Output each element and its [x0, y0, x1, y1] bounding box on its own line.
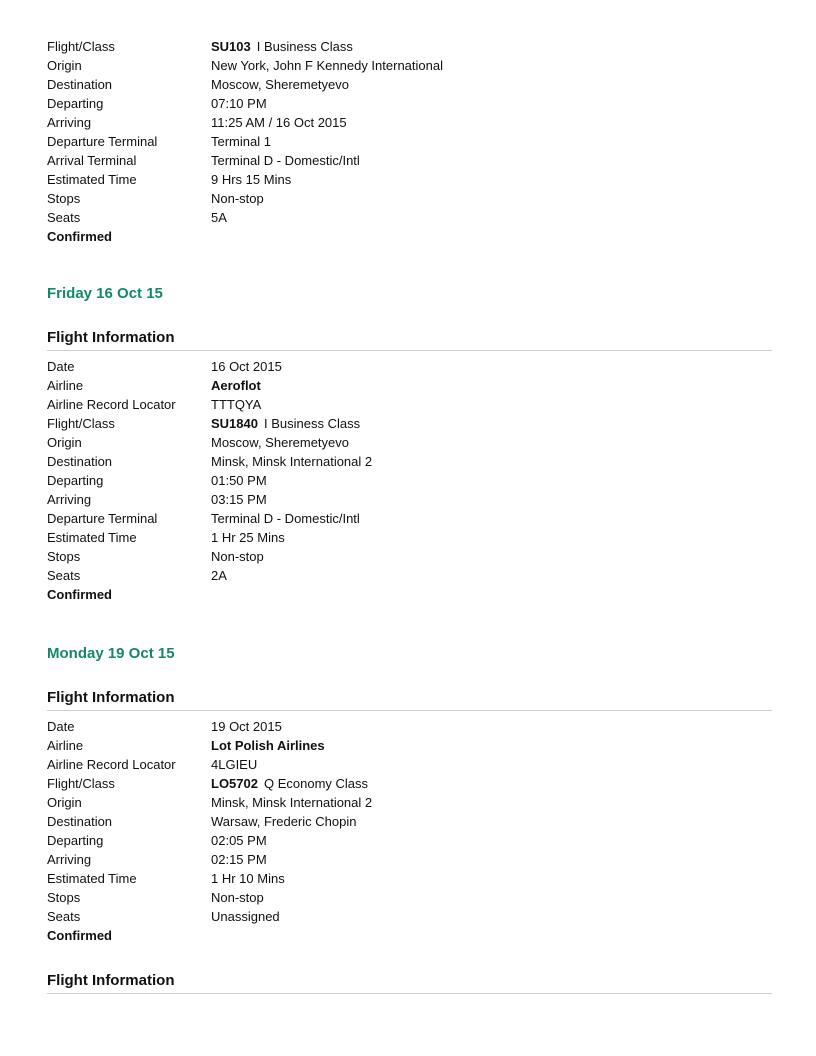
- field-value: 16 Oct 2015: [211, 359, 282, 374]
- field-label: Departing: [47, 473, 104, 488]
- date-row: [47, 357, 772, 376]
- field-label: Date: [47, 359, 75, 374]
- field-value: Terminal D - Domestic/Intl: [211, 511, 360, 526]
- field-label: Departing: [47, 96, 104, 111]
- booking-status: Confirmed: [47, 229, 112, 244]
- departure-terminal-row: [47, 132, 772, 151]
- field-label: Destination: [47, 814, 113, 829]
- flight-class-row: [47, 414, 772, 433]
- departing-row: [47, 831, 772, 850]
- field-value: Unassigned: [211, 909, 280, 924]
- destination-row: [47, 75, 772, 94]
- class-of-service: Q Economy Class: [263, 776, 369, 791]
- field-label: Arriving: [47, 492, 92, 507]
- airline-name: Lot Polish Airlines: [211, 738, 325, 753]
- flight-segment-su1840: [47, 357, 772, 604]
- field-label: Airline: [47, 378, 84, 393]
- field-value: 1 Hr 10 Mins: [211, 871, 285, 886]
- field-label: Airline Record Locator: [47, 397, 176, 412]
- field-label: Origin: [47, 795, 82, 810]
- field-label: Stops: [47, 549, 81, 564]
- field-label: Origin: [47, 435, 82, 450]
- field-label: Arriving: [47, 115, 92, 130]
- booking-status: Confirmed: [47, 587, 112, 602]
- field-value: 02:05 PM: [211, 833, 267, 848]
- date-row: [47, 717, 772, 736]
- estimated-time-row: [47, 170, 772, 189]
- stops-row: [47, 189, 772, 208]
- field-label: Estimated Time: [47, 172, 137, 187]
- section-title: Flight Information: [47, 971, 772, 994]
- arriving-row: [47, 490, 772, 509]
- field-value: Terminal D - Domestic/Intl: [211, 153, 360, 168]
- field-value: 9 Hrs 15 Mins: [211, 172, 292, 187]
- seats-row: [47, 208, 772, 227]
- field-label: Date: [47, 719, 75, 734]
- field-value: Minsk, Minsk International 2: [211, 795, 373, 810]
- field-label: Origin: [47, 58, 82, 73]
- flight-number: SU103: [211, 39, 251, 54]
- field-label: Destination: [47, 454, 113, 469]
- field-value: 4LGIEU: [211, 757, 258, 772]
- flight-class-row: [47, 37, 772, 56]
- itinerary-page: [47, 37, 772, 994]
- flight-segment-su103: [47, 37, 772, 246]
- field-value: Minsk, Minsk International 2: [211, 454, 373, 469]
- field-label: Airline Record Locator: [47, 757, 176, 772]
- field-value: Non-stop: [211, 549, 264, 564]
- field-label: Stops: [47, 890, 81, 905]
- field-label: Seats: [47, 909, 81, 924]
- field-label: Estimated Time: [47, 530, 137, 545]
- destination-row: [47, 812, 772, 831]
- origin-row: [47, 433, 772, 452]
- field-label: Stops: [47, 191, 81, 206]
- field-value: TTTQYA: [211, 397, 262, 412]
- stops-row: [47, 888, 772, 907]
- field-label: Airline: [47, 738, 84, 753]
- field-value: New York, John F Kennedy International: [211, 58, 443, 73]
- field-value: 1 Hr 25 Mins: [211, 530, 285, 545]
- field-value: 11:25 AM / 16 Oct 2015: [211, 115, 347, 130]
- field-value: Warsaw, Frederic Chopin: [211, 814, 357, 829]
- field-label: Arrival Terminal: [47, 153, 137, 168]
- estimated-time-row: [47, 869, 772, 888]
- field-label: Flight/Class: [47, 39, 115, 54]
- seats-row: [47, 907, 772, 926]
- class-of-service: I Business Class: [263, 416, 361, 431]
- booking-status: Confirmed: [47, 928, 112, 943]
- field-value: Non-stop: [211, 890, 264, 905]
- record-locator-row: [47, 395, 772, 414]
- flight-segment-lo5702: [47, 717, 772, 945]
- field-label: Arriving: [47, 852, 92, 867]
- airline-name: Aeroflot: [211, 378, 261, 393]
- destination-row: [47, 452, 772, 471]
- field-label: Seats: [47, 210, 81, 225]
- departure-terminal-row: [47, 509, 772, 528]
- airline-row: [47, 376, 772, 395]
- field-value: 02:15 PM: [211, 852, 267, 867]
- arriving-row: [47, 850, 772, 869]
- class-of-service: I Business Class: [256, 39, 353, 54]
- field-value: 07:10 PM: [211, 96, 267, 111]
- day-heading: Monday 19 Oct 15: [47, 645, 175, 662]
- field-value: Moscow, Sheremetyevo: [211, 77, 350, 92]
- day-heading: Friday 16 Oct 15: [47, 285, 163, 302]
- field-value: 03:15 PM: [211, 492, 267, 507]
- field-label: Flight/Class: [47, 416, 115, 431]
- seats-row: [47, 566, 772, 585]
- arrival-terminal-row: [47, 151, 772, 170]
- arriving-row: [47, 113, 772, 132]
- field-value: Terminal 1: [211, 134, 271, 149]
- field-value: 01:50 PM: [211, 473, 267, 488]
- flight-number: LO5702: [211, 776, 258, 791]
- field-value: 19 Oct 2015: [211, 719, 282, 734]
- stops-row: [47, 547, 772, 566]
- flight-class-row: [47, 774, 772, 793]
- flight-number: SU1840: [211, 416, 258, 431]
- field-value: [211, 774, 772, 793]
- record-locator-row: [47, 755, 772, 774]
- field-value: [211, 37, 772, 56]
- field-label: Flight/Class: [47, 776, 115, 791]
- field-value: 2A: [211, 568, 227, 583]
- section-title: Flight Information: [47, 328, 772, 351]
- field-label: Departure Terminal: [47, 511, 158, 526]
- estimated-time-row: [47, 528, 772, 547]
- origin-row: [47, 793, 772, 812]
- airline-row: [47, 736, 772, 755]
- field-value: [211, 414, 772, 433]
- field-value: Moscow, Sheremetyevo: [211, 435, 350, 450]
- field-label: Departing: [47, 833, 104, 848]
- origin-row: [47, 56, 772, 75]
- field-label: Seats: [47, 568, 81, 583]
- field-value: 5A: [211, 210, 227, 225]
- field-value: Non-stop: [211, 191, 264, 206]
- section-title: Flight Information: [47, 688, 772, 711]
- field-label: Destination: [47, 77, 113, 92]
- field-label: Estimated Time: [47, 871, 137, 886]
- departing-row: [47, 471, 772, 490]
- departing-row: [47, 94, 772, 113]
- field-label: Departure Terminal: [47, 134, 158, 149]
